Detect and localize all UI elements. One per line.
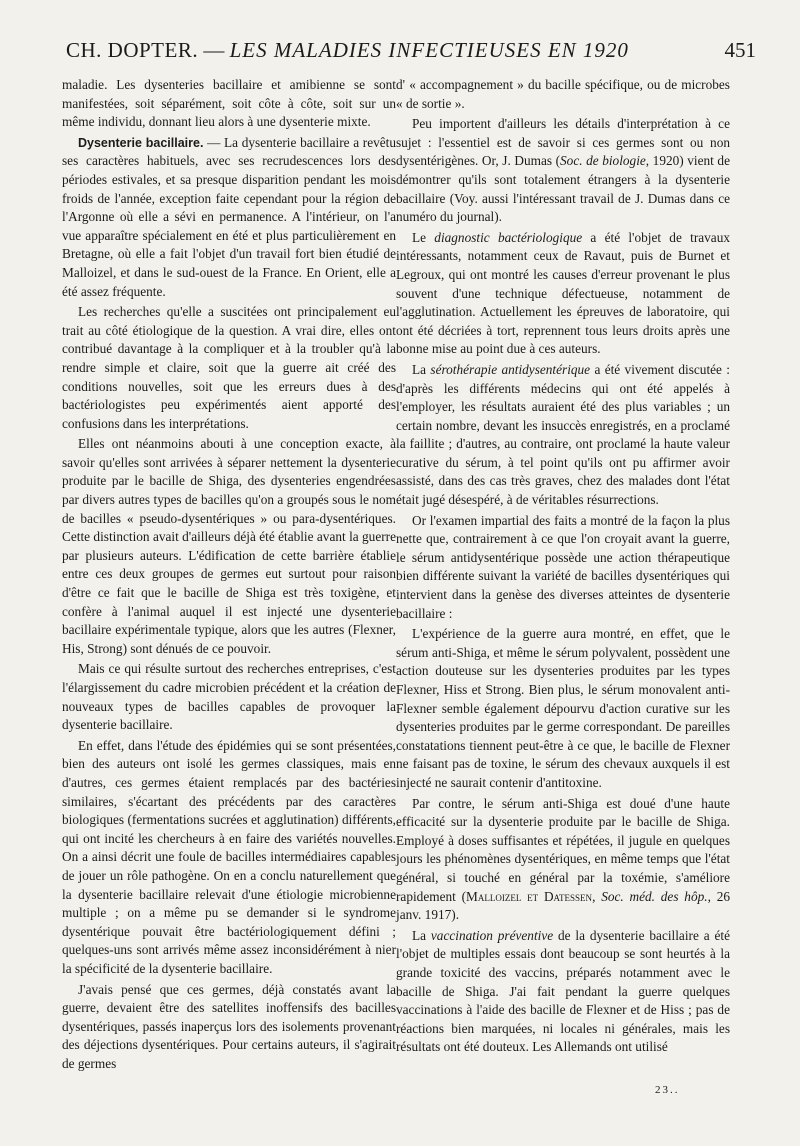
paragraph: Peu importent d'ailleurs les détails d'interprétation à ce sujet : l'essentiel est de savoir si ces germes sont ou non dysentérigènes. Or, J. Dumas (Soc. de biologie, 1920) vient de démontrer qu'ils sont totalement étrangers à la dysenterie bacillaire (Voy. aussi l'intéressant travail de J. Dumas dans ce numéro du journal). [396, 116, 730, 225]
paragraph: d' « accompagnement » du bacille spécifique, ou de microbes « de sortie ». [396, 77, 730, 111]
citation: Soc. de biologie [560, 153, 646, 169]
paragraph: L'expérience de la guerre aura montré, en effet, que le sérum anti-Shiga, et même le sérum polyvalent, possèdent une action douteuse sur les dysenteries produites par les types Flexner, Hiss et Strong. Bien plus, le sérum monovalent anti-Flexner semble également dépourvu d'action curative sur les dysenteries produites par le germe correspondant. De pareilles constatations tiennent peut-être à ce que, le bacille de Flexner ne faisant pas de toxine, le sérum des chevaux auxquels il est injecté ne saurait contenir d'antitoxine. [396, 626, 730, 790]
emphasis-serotherapie: sérothérapie antidysentérique [430, 361, 591, 377]
paragraph: La sérothérapie antidysentérique a été vivement discutée : d'après les différents médecins qui ont été appelés à l'employer, les résultats auraient été des plus variables ; un certain nombre, devant les insuccès enregistrés, en a proclamé la faillite ; d'autres, au contraire, ont proclamé la haute valeur curative du sérum, à tel point qu'ils ont pu affirmer avoir assisté, dans des cas très graves, chez des malades dont l'état était jugé désespéré, à de véritables résurrections. [396, 361, 730, 508]
page-number: 451 [724, 38, 756, 62]
section-heading-dysenterie-bacillaire: Dysenterie bacillaire. [78, 135, 204, 150]
signature-mark: 23.. [655, 1084, 680, 1096]
header-dash: — [203, 38, 225, 62]
paragraph: La vaccination préventive de la dysenterie bacillaire a été l'objet de multiples essais dont beaucoup se sont heurtés à la grande toxicité des vaccins, préparés notamment avec le bacille de Shiga. J'ai fait pendant la guerre quelques vaccinations à l'aide des bacille de Flexner et de Hiss ; pas de réactions bien marquées, ni locales ni générales, mais les résultats ont été douteux. Les Allemands ont utilisé [396, 927, 730, 1055]
emphasis-vaccination: vaccination préventive [430, 927, 554, 943]
paragraph: Les recherches qu'elle a suscitées ont principalement eu trait au côté étiologique de la question. A vrai dire, elles ont contribué davantage à la compliquer et à la troubler qu'à la rendre simple et claire, soit que la guerre ait créé des conditions nouvelles, soit que les erreurs dues à des bactériologistes peu expérimentés aient apporté des confusions dans les interprétations. [62, 304, 396, 431]
paragraph: Le diagnostic bactériologique a été l'objet de travaux intéressants, notamment ceux de Ravaut, puis de Burnet et Legroux, qui ont montré les causes d'erreur provenant le plus souvent d'une technique défectueuse, notamment de l'agglutination. Actuellement les épreuves de laboratoire, qui ont été décriées à tort, reprennent tous leurs droits après une bonne mise au point due à ces auteurs. [396, 229, 730, 357]
right-column [396, 76, 730, 1057]
paragraph: Elles ont néanmoins abouti à une conception exacte, à savoir qu'elles sont arrivées à séparer nettement la dysenterie produite par le bacille de Shiga, des dysenteries engendrées par divers autres types de bacilles qu'on a groupés sous le nom de bacilles « pseudo-dysentériques » ou para-dysentériques. Cette distinction avait d'ailleurs déjà été établie avant la guerre par plusieurs auteurs. L'édification de cette barrière établie entre ces deux groupes de germes eut surtout pour raison d'être ce fait que le bacille de Shiga est très toxigène, et confère à l'animal auquel il est injecté une dysenterie bacillaire expérimentale typique, alors que les autres (Flexner, His, Strong) sont dénués de ce pouvoir. [62, 436, 396, 656]
header-title: LES MALADIES INFECTIEUSES EN 1920 [229, 38, 629, 62]
paragraph: Mais ce qui résulte surtout des recherches entreprises, c'est l'élargissement du cadre microbien précédent et la création de nouveaux types de bacilles capables de provoquer la dysenterie bacillaire. [62, 661, 396, 733]
header-left [66, 38, 629, 63]
paragraph: J'avais pensé que ces germes, déjà constatés avant la guerre, devaient être des satellites inoffensifs des bacilles dysentériques, passés inaperçus lors des isolements provenant des déjections dysentériques. Pour certains auteurs, il s'agirait de germes [62, 981, 396, 1071]
left-column [62, 76, 396, 1073]
emphasis-diagnostic: diagnostic bactériologique [434, 229, 583, 245]
paragraph: maladie. Les dysenteries bacillaire et amibienne se sont manifestées, soit séparément, soit côte à côte, soit sur un même individu, donnant lieu alors à une dysenterie mixte. [62, 77, 396, 130]
paragraph: Dysenterie bacillaire. — La dysenterie bacillaire a revêtu ses caractères habituels, avec ses recrudescences lors des périodes estivales, et sa presque disparition pendant les mois froids de l'année, exception faite cependant pour la région de l'Argonne où elle a sévi en permanence. A l'intérieur, on l'a vue apparaître spécialement en été et plus particulièrement en Bretagne, où elle a fait l'objet d'un travail fort bien étudié de Malloizel, et dans le sud-ouest de la France. En Orient, elle a été assez fréquente. [62, 134, 396, 299]
paragraph: Or l'examen impartial des faits a montré de la façon la plus nette que, contrairement à ce que l'on croyait avant la guerre, le sérum antidysentérique possède une action thérapeutique bien différente suivant la variété de bacilles dysentériques qui intervient dans la genèse des diverses atteintes de dysenterie bacillaire : [396, 512, 730, 621]
header-author: CH. DOPTER. [66, 38, 199, 62]
paragraph: Par contre, le sérum anti-Shiga est doué d'une haute efficacité sur la dysenterie produite par le bacille de Shiga. Employé à doses suffisantes et répétées, il jugule en quelques jours les phénomènes dysentériques, en même temps que l'état général, si touché en général par la toxémie, s'améliore rapidement (Malloizel et Datessen, Soc. méd. des hôp., 26 janv. 1917). [396, 795, 731, 923]
paragraph: En effet, dans l'étude des épidémies qui se sont présentées, bien des auteurs ont isolé les germes classiques, mais en d'autres, ces germes étaient remplacés par des bactéries similaires, s'écartant des précédents par des caractères biologiques (fermentations sucrées et agglutination) différents, qui ont incité les chercheurs à en faire des variétés nouvelles. On a ainsi décrit une foule de bacilles intermédiaires capables de jouer un rôle pathogène. On en a conclu naturellement que la dysenterie bacillaire relevait d'une étiologie microbienne multiple ; on a même pu se demander si le syndrome dysentérique pouvait être bactériologiquement défini ; quelques-uns sont arrivés même assez inconsidérément à nier la spécificité de la dysenterie bacillaire. [62, 737, 396, 976]
cited-authors: Malloizel et Datessen [466, 888, 593, 904]
running-header [66, 38, 756, 68]
citation: Soc. méd. des hôp. [601, 888, 708, 904]
